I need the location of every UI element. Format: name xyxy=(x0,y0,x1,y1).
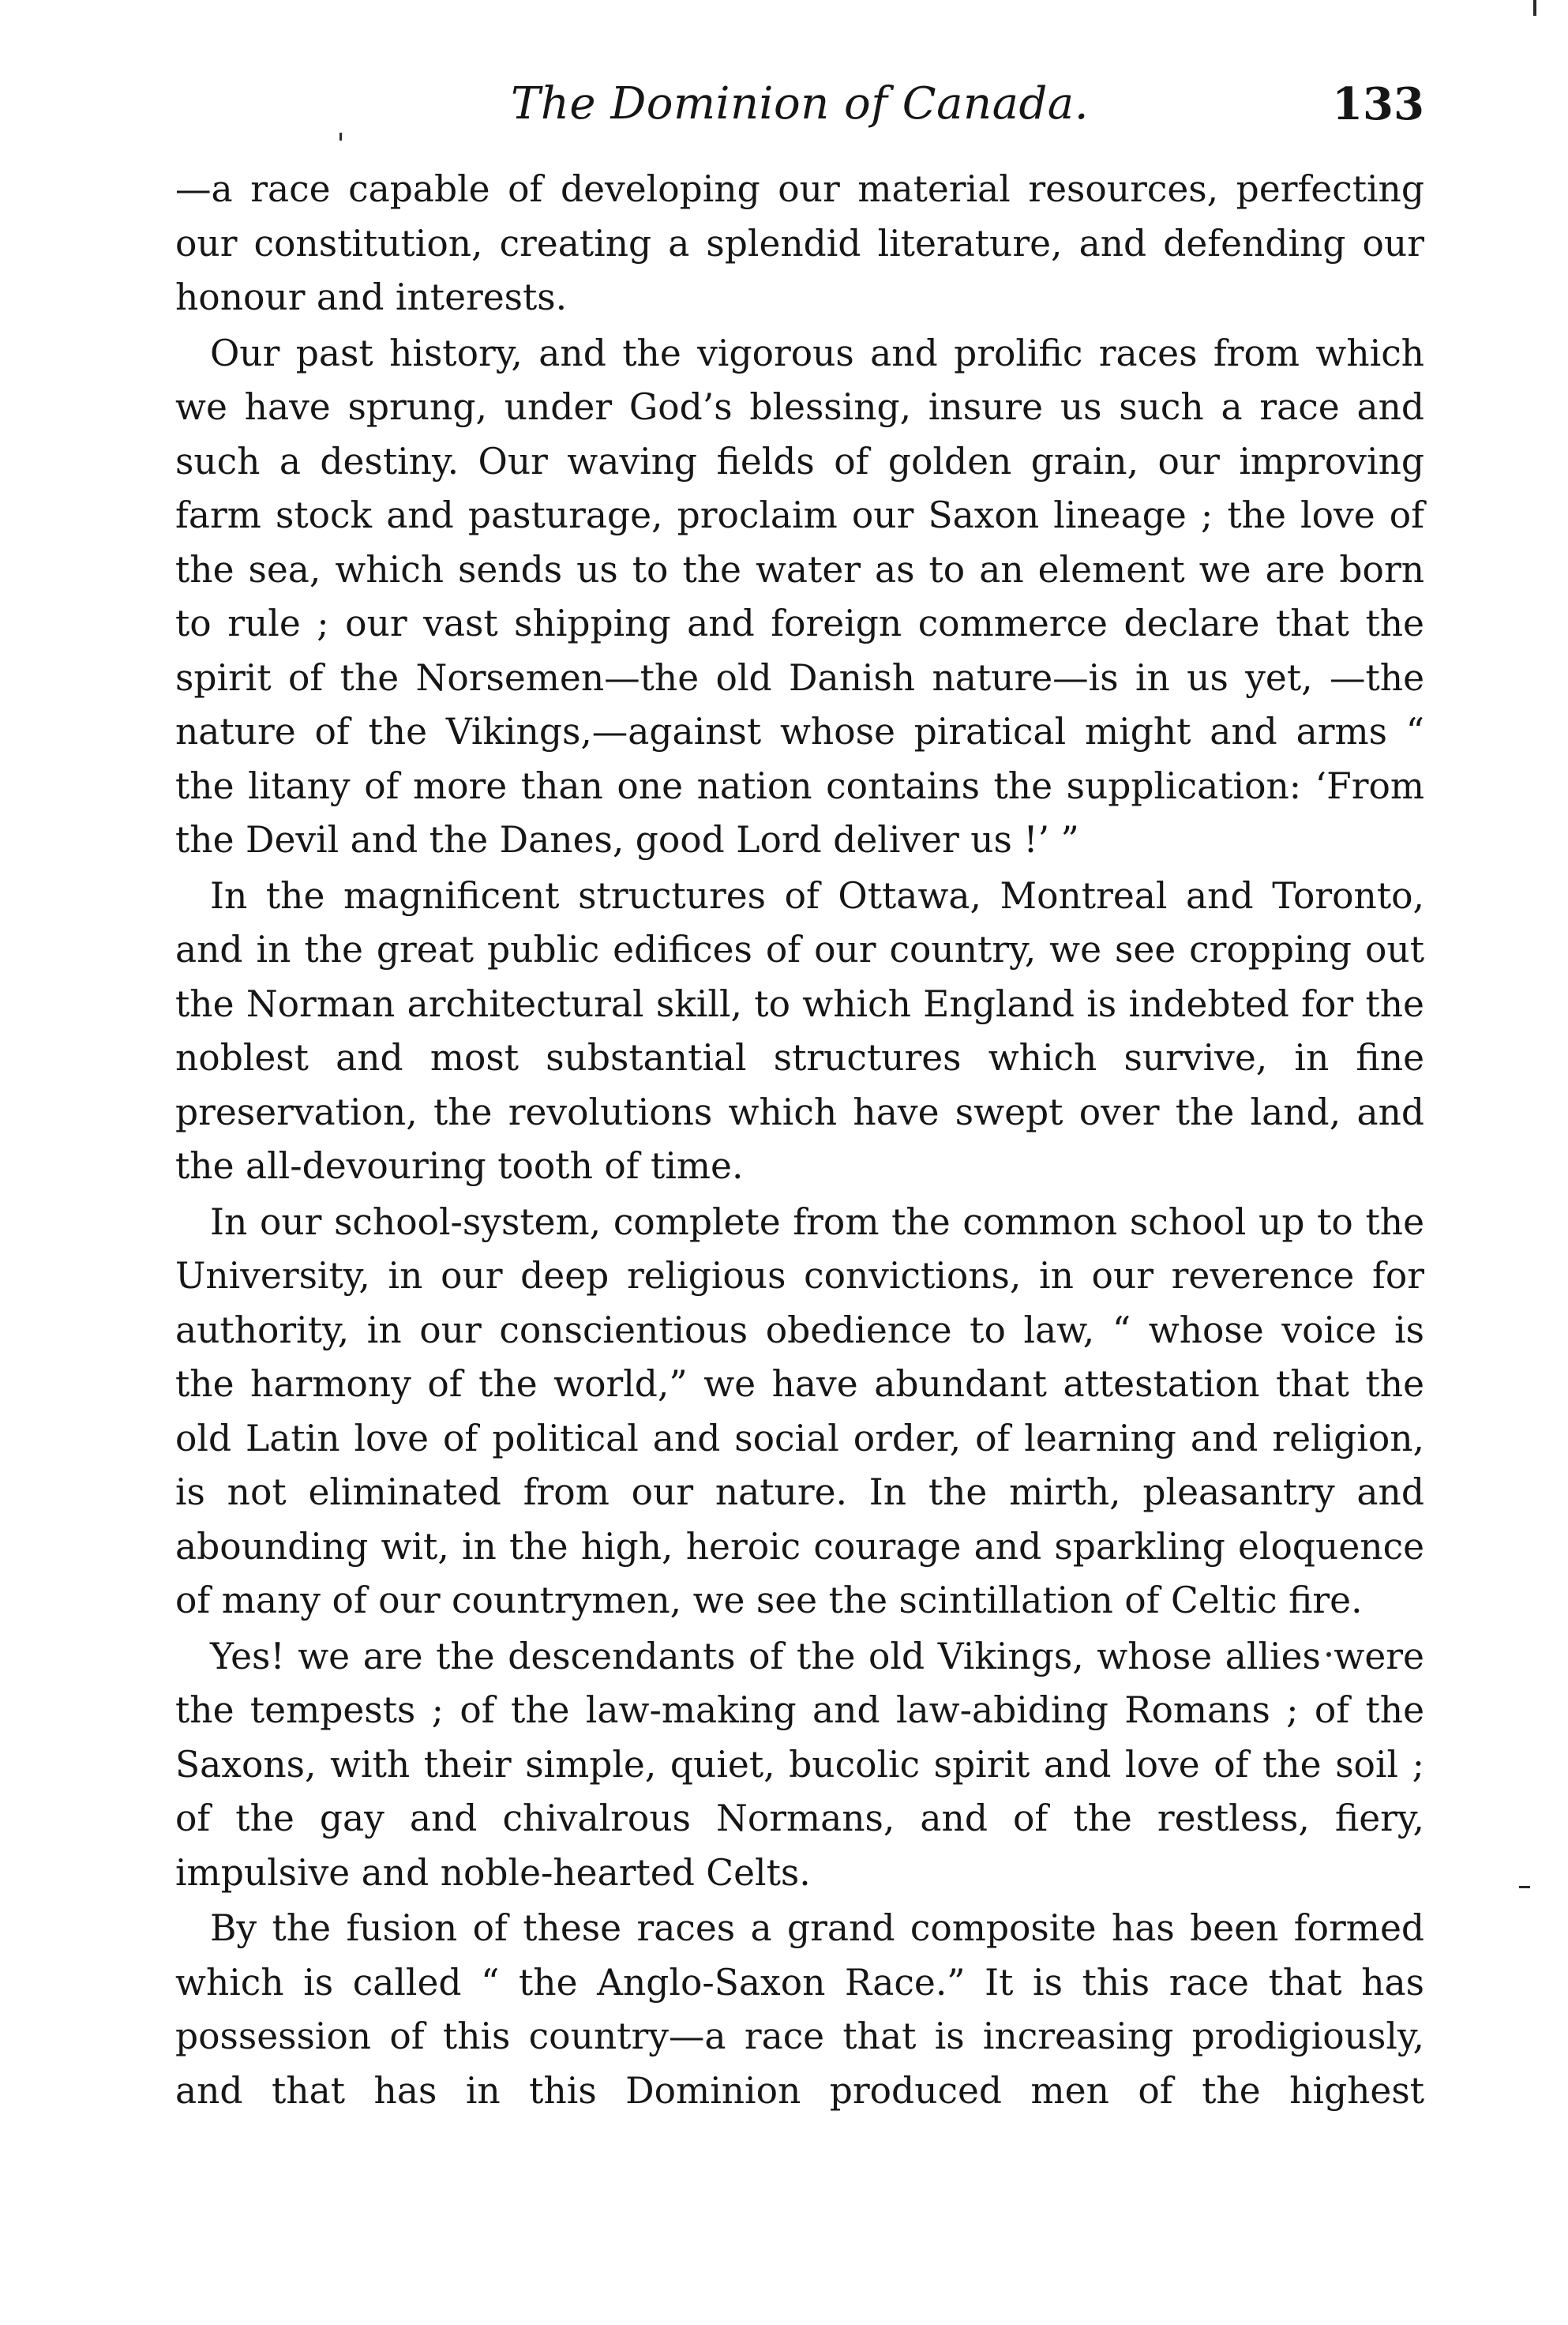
scan-mark xyxy=(1519,1886,1530,1888)
paragraph: By the fusion of these races a grand composite has been formed which is called “ the Anglo-Saxon Race.” It is this race that has possession of this country—a race that is increasing prodigiously, and that has in this Dominion produced men of the highest xyxy=(175,1907,1424,2112)
paragraph: Our past history, and the vigorous and prolific races from which we have sprung, under God’s blessing, insure us such a race and such a destiny. Our waving fields of golden grain, our improving farm stock and pasturage, proclaim our Saxon lineage ; the love of the sea, which sends us to the water as to an element we are born to rule ; our vast shipping and foreign commerce declare that the spirit of the Norsemen—the old Danish nature—is in us yet, —the nature of the Vikings,—against whose piratical might and arms “ the litany of more than one nation contains the supplication: ‘From the Devil and the Danes, good Lord deliver us !’ ” xyxy=(175,332,1424,861)
scan-mark xyxy=(1533,0,1536,16)
page-number: 133 xyxy=(1332,78,1424,130)
body-text xyxy=(175,163,1424,2118)
running-title: The Dominion of Canada. xyxy=(510,78,1089,130)
paragraph: Yes! we are the descendants of the old Vikings, whose allies were the tempests ; of the law-making and law-abiding Romans ; of the Saxons, with their simple, quiet, bucolic spirit and love of the soil ; of the gay and chivalrous Normans, and of the restless, fiery, impulsive and noble-hearted Celts. xyxy=(175,1635,1424,1894)
paragraph: In our school-system, complete from the common school up to the University, in our deep religious convictions, in our reverence for authority, in our conscientious obedience to law, “ whose voice is the harmony of the world,” we have abundant attestation that the old Latin love of political and social order, of learning and religion, is not eliminated from our nature. In the mirth, pleasantry and abounding wit, in the high, heroic courage and sparkling eloquence of many of our countrymen, we see the scintillation of Celtic fire. xyxy=(175,1200,1424,1621)
running-head xyxy=(175,73,1424,136)
paragraph: In the magnificent structures of Ottawa, Montreal and Toronto, and in the great public edifices of our country, we see cropping out the Norman architectural skill, to which England is indebted for the noblest and most substantial structures which survive, in fine preservation, the revolutions which have swept over the land, and the all-devouring tooth of time. xyxy=(175,874,1424,1187)
paragraph: —a race capable of developing our material resources, perfecting our constitution, creating a splendid literature, and defending our honour and interests. xyxy=(175,168,1424,318)
